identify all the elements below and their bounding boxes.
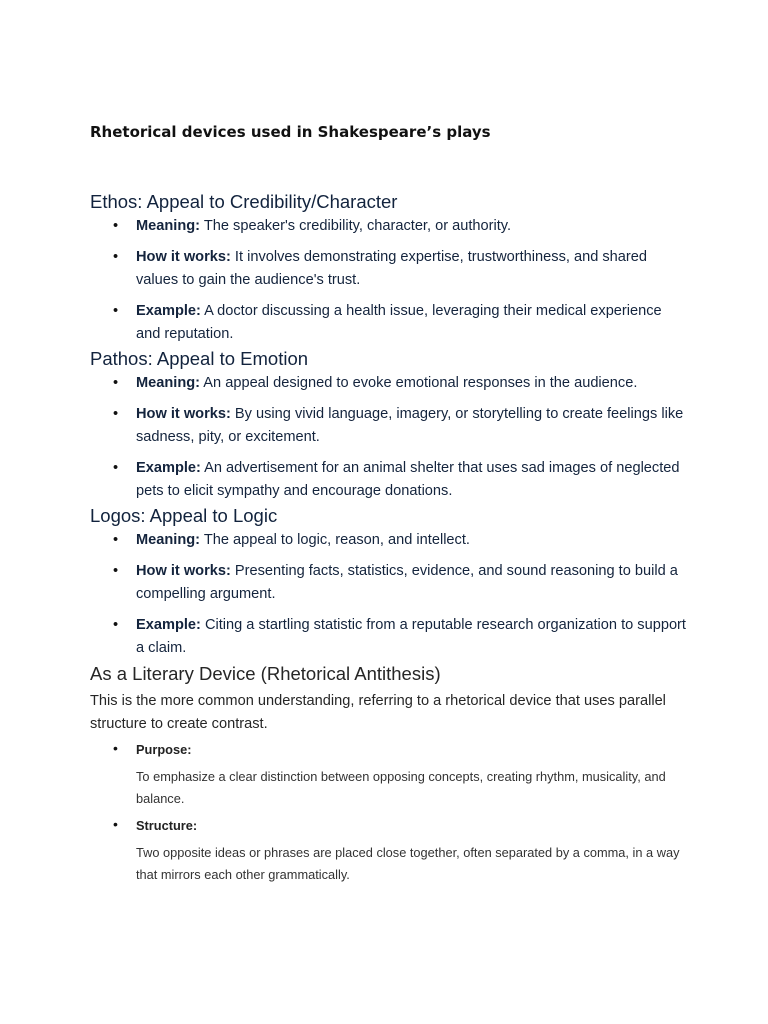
list-item xyxy=(90,740,690,810)
item-text: It involves demonstrating expertise, trustworthiness, and shared values to gain the audience's trust. xyxy=(136,249,648,288)
list-item xyxy=(90,246,690,292)
item-text: Two opposite ideas or phrases are placed close together, often separated by a comma, in a way that mirrors each other grammatically. xyxy=(136,845,680,882)
section-intro: This is the more common understanding, referring to a rhetorical device that uses parallel structure to create contrast. xyxy=(90,693,666,732)
item-label: Example: xyxy=(136,303,201,319)
section-heading: As a Literary Device (Rhetorical Antithesis) xyxy=(90,663,441,684)
list-item xyxy=(90,560,690,606)
item-label: Meaning: xyxy=(136,375,201,391)
bullet-list xyxy=(90,372,690,503)
item-text: Presenting facts, statistics, evidence, and sound reasoning to build a compelling argument. xyxy=(136,563,678,602)
section-heading: Pathos: Appeal to Emotion xyxy=(90,348,309,369)
bullet-list xyxy=(90,215,690,346)
section-literary-device xyxy=(90,661,690,886)
item-label: How it works: xyxy=(136,563,231,579)
list-item xyxy=(90,372,690,395)
document-title: Rhetorical devices used in Shakespeare’s plays xyxy=(90,123,491,141)
list-item xyxy=(90,403,690,449)
section-ethos xyxy=(90,189,690,346)
item-text: By using vivid language, imagery, or storytelling to create feelings like sadness, pity, or excitement. xyxy=(136,406,684,445)
list-item xyxy=(90,529,690,552)
item-text: An appeal designed to evoke emotional responses in the audience. xyxy=(200,375,638,391)
section-logos xyxy=(90,503,690,660)
bullet-list xyxy=(90,529,690,660)
item-text: Citing a startling statistic from a reputable research organization to support a claim. xyxy=(136,617,686,656)
list-item xyxy=(90,614,690,660)
item-label: • Purpose: xyxy=(136,742,192,757)
document-body xyxy=(90,189,690,892)
item-text: The appeal to logic, reason, and intellect. xyxy=(200,532,470,548)
item-label: Example: xyxy=(136,617,201,633)
item-label: • Structure: xyxy=(136,818,198,833)
item-text: A doctor discussing a health issue, leveraging their medical experience and reputation. xyxy=(136,303,662,342)
section-heading: Ethos: Appeal to Credibility/Character xyxy=(90,191,398,212)
item-text: The speaker's credibility, character, or authority. xyxy=(200,218,512,234)
item-label: How it works: xyxy=(136,249,231,265)
bullet-list xyxy=(90,740,690,886)
list-item xyxy=(90,816,690,886)
item-text: An advertisement for an animal shelter that uses sad images of neglected pets to elicit sympathy and encourage donations. xyxy=(136,460,680,499)
item-label: How it works: xyxy=(136,406,231,422)
list-item xyxy=(90,215,690,238)
item-text: To emphasize a clear distinction between opposing concepts, creating rhythm, musicality, and balance. xyxy=(136,769,666,806)
item-label: Meaning: xyxy=(136,218,201,234)
section-heading: Logos: Appeal to Logic xyxy=(90,505,278,526)
list-item xyxy=(90,300,690,346)
list-item xyxy=(90,457,690,503)
section-pathos xyxy=(90,346,690,503)
item-label: Meaning: xyxy=(136,532,201,548)
item-label: Example: xyxy=(136,460,201,476)
